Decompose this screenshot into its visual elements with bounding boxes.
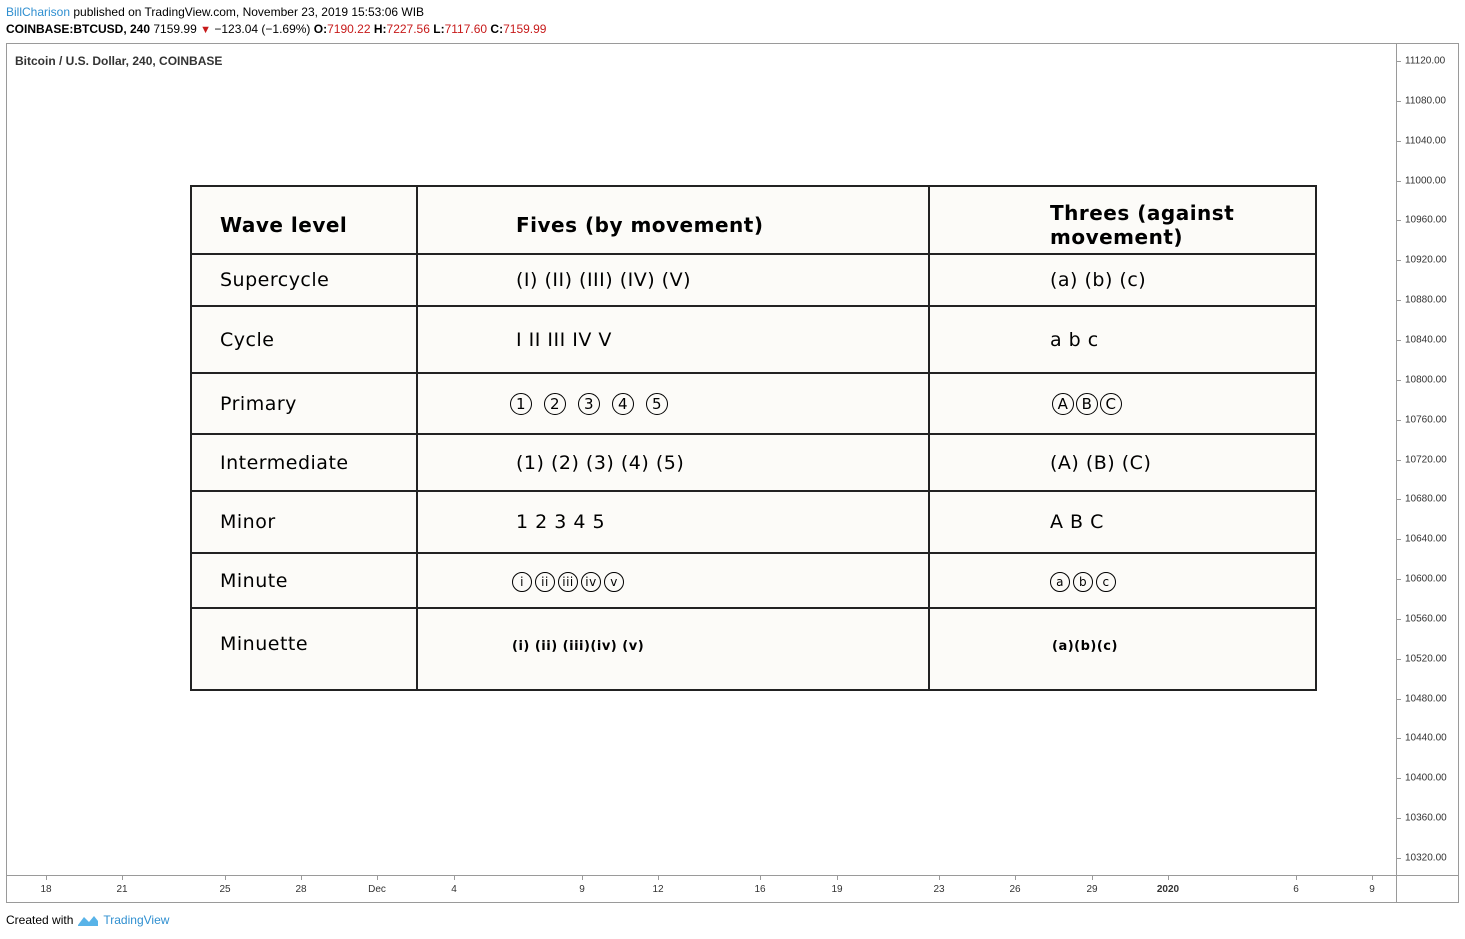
header-fives: Fives (by movement) — [417, 186, 929, 254]
x-tick-mark — [1296, 875, 1297, 880]
last-price: 7159.99 — [153, 22, 197, 36]
x-tick-label: 28 — [295, 884, 307, 895]
x-tick-label: 16 — [754, 884, 766, 895]
x-tick-mark — [454, 875, 455, 880]
y-tick-label: 10480.00 — [1405, 693, 1447, 705]
fives-cell: I II III IV V — [417, 306, 929, 373]
price-change: −123.04 (−1.69%) — [214, 22, 311, 36]
y-axis-line — [1396, 43, 1397, 903]
circled-label: v — [604, 572, 624, 592]
fives-cell — [417, 608, 929, 690]
x-tick-mark — [1092, 875, 1093, 880]
open-label: O: — [313, 22, 328, 36]
level-cell: Supercycle — [191, 254, 417, 306]
x-tick-label: 26 — [1009, 884, 1021, 895]
x-tick-mark — [301, 875, 302, 880]
circled-label: B — [1076, 393, 1098, 415]
chart-title: Bitcoin / U.S. Dollar, 240, COINBASE — [15, 54, 223, 68]
y-tick-mark — [1396, 420, 1401, 421]
y-tick-label: 10440.00 — [1405, 732, 1447, 744]
circled-label: ii — [535, 572, 555, 592]
circled-label: i — [512, 572, 532, 592]
y-tick-mark — [1396, 181, 1401, 182]
y-tick-label: 10520.00 — [1405, 653, 1447, 665]
x-axis-line — [6, 875, 1459, 876]
publish-date: published on TradingView.com, November 23, 2019 15:53:06 WIB — [73, 5, 425, 19]
threes-cell: (a) (b) (c) — [929, 254, 1316, 306]
y-tick-label: 10800.00 — [1405, 374, 1447, 386]
circled-label: iii — [558, 572, 578, 592]
low-label: L: — [433, 22, 445, 36]
y-tick-label: 10400.00 — [1405, 772, 1447, 784]
y-tick-label: 10880.00 — [1405, 294, 1447, 306]
table-row — [191, 608, 1316, 690]
y-tick-mark — [1396, 699, 1401, 700]
x-tick-mark — [46, 875, 47, 880]
open-value: 7190.22 — [327, 22, 371, 36]
circled-label: 1 — [510, 393, 532, 415]
y-tick-label: 10560.00 — [1405, 613, 1447, 625]
table-header-row — [191, 186, 1316, 254]
x-tick-mark — [1168, 875, 1169, 880]
x-tick-mark — [837, 875, 838, 880]
high-label: H: — [373, 22, 387, 36]
threes-cell: a b c — [929, 306, 1316, 373]
x-tick-label: 12 — [652, 884, 664, 895]
table-row — [191, 553, 1316, 608]
threes-cell — [929, 608, 1316, 690]
y-tick-label: 11080.00 — [1405, 95, 1446, 107]
x-tick-mark — [658, 875, 659, 880]
fives-cell: (1) (2) (3) (4) (5) — [417, 434, 929, 491]
y-tick-mark — [1396, 738, 1401, 739]
y-tick-label: 10680.00 — [1405, 493, 1447, 505]
y-tick-label: 11040.00 — [1405, 135, 1446, 147]
y-tick-mark — [1396, 818, 1401, 819]
y-tick-mark — [1396, 460, 1401, 461]
y-tick-mark — [1396, 579, 1401, 580]
x-tick-label: 2020 — [1156, 884, 1180, 895]
fives-cell — [417, 553, 929, 608]
level-cell: Primary — [191, 373, 417, 434]
created-with-label: Created with — [6, 913, 74, 927]
table-row — [191, 373, 1316, 434]
fives-cell: (I) (II) (III) (IV) (V) — [417, 254, 929, 306]
y-tick-label: 10600.00 — [1405, 573, 1447, 585]
y-tick-mark — [1396, 141, 1401, 142]
x-tick-mark — [1015, 875, 1016, 880]
y-tick-mark — [1396, 619, 1401, 620]
down-arrow-icon: ▼ — [200, 24, 211, 36]
symbol-label: COINBASE:BTCUSD, 240 — [6, 22, 151, 36]
y-tick-mark — [1396, 659, 1401, 660]
minuette-fives: (i) (ii) (iii)(iv) (v) — [512, 639, 645, 654]
x-tick-label: 9 — [1369, 884, 1375, 895]
circled-label: 5 — [646, 393, 668, 415]
x-tick-mark — [377, 875, 378, 880]
circled-label: A — [1052, 393, 1074, 415]
circled-label: iv — [581, 572, 601, 592]
y-tick-mark — [1396, 499, 1401, 500]
x-tick-mark — [760, 875, 761, 880]
table-row — [191, 491, 1316, 553]
fives-cell: 1 2 3 4 5 — [417, 491, 929, 553]
threes-cell: (A) (B) (C) — [929, 434, 1316, 491]
threes-cell — [929, 373, 1316, 434]
high-value: 7227.56 — [386, 22, 430, 36]
y-tick-mark — [1396, 380, 1401, 381]
y-tick-mark — [1396, 300, 1401, 301]
wave-degree-table — [190, 185, 1317, 691]
x-tick-mark — [939, 875, 940, 880]
x-tick-label: 19 — [831, 884, 843, 895]
x-tick-label: 29 — [1086, 884, 1098, 895]
table-row — [191, 306, 1316, 373]
y-tick-label: 10840.00 — [1405, 334, 1447, 346]
x-tick-label: 6 — [1293, 884, 1299, 895]
level-cell: Intermediate — [191, 434, 417, 491]
y-tick-mark — [1396, 220, 1401, 221]
y-tick-label: 11120.00 — [1405, 55, 1446, 67]
x-tick-label: 23 — [933, 884, 945, 895]
close-label: C: — [490, 22, 504, 36]
x-tick-label: 4 — [451, 884, 457, 895]
x-tick-label: 9 — [579, 884, 585, 895]
x-tick-mark — [1372, 875, 1373, 880]
circled-label: C — [1100, 393, 1122, 415]
circled-label: 4 — [612, 393, 634, 415]
x-tick-label: 25 — [219, 884, 231, 895]
threes-cell: A B C — [929, 491, 1316, 553]
x-tick-label: 21 — [116, 884, 128, 895]
close-value: 7159.99 — [503, 22, 547, 36]
tradingview-logo-icon — [77, 913, 99, 927]
y-tick-mark — [1396, 61, 1401, 62]
ohlc-bar — [6, 22, 546, 36]
y-tick-label: 11000.00 — [1405, 175, 1446, 187]
header-threes: Threes (against movement) — [929, 186, 1316, 254]
y-tick-label: 10360.00 — [1405, 812, 1447, 824]
y-tick-mark — [1396, 260, 1401, 261]
y-tick-mark — [1396, 101, 1401, 102]
table-row — [191, 434, 1316, 491]
circled-label: b — [1073, 572, 1093, 592]
y-tick-label: 10960.00 — [1405, 214, 1447, 226]
x-tick-label: Dec — [368, 884, 386, 895]
y-tick-mark — [1396, 340, 1401, 341]
footer — [6, 913, 169, 927]
y-tick-label: 10320.00 — [1405, 852, 1447, 864]
level-cell: Minuette — [191, 608, 417, 690]
y-tick-mark — [1396, 858, 1401, 859]
level-cell: Cycle — [191, 306, 417, 373]
y-tick-label: 10920.00 — [1405, 254, 1447, 266]
header-wave-level: Wave level — [191, 186, 417, 254]
y-tick-label: 10760.00 — [1405, 414, 1447, 426]
tradingview-link[interactable]: TradingView — [103, 913, 170, 927]
circled-label: a — [1050, 572, 1070, 592]
x-tick-mark — [582, 875, 583, 880]
low-value: 7117.60 — [444, 22, 488, 36]
threes-cell — [929, 553, 1316, 608]
y-tick-label: 10640.00 — [1405, 533, 1447, 545]
fives-cell — [417, 373, 929, 434]
minuette-threes: (a)(b)(c) — [1052, 639, 1118, 654]
x-tick-mark — [225, 875, 226, 880]
circled-label: 3 — [578, 393, 600, 415]
table-row — [191, 254, 1316, 306]
x-tick-mark — [122, 875, 123, 880]
publish-info — [6, 5, 424, 19]
level-cell: Minute — [191, 553, 417, 608]
y-tick-label: 10720.00 — [1405, 454, 1447, 465]
y-tick-mark — [1396, 778, 1401, 779]
circled-label: c — [1096, 572, 1116, 592]
circled-label: 2 — [544, 393, 566, 415]
level-cell: Minor — [191, 491, 417, 553]
y-tick-mark — [1396, 539, 1401, 540]
author-link[interactable]: BillCharison — [6, 5, 71, 19]
x-tick-label: 18 — [40, 884, 52, 895]
